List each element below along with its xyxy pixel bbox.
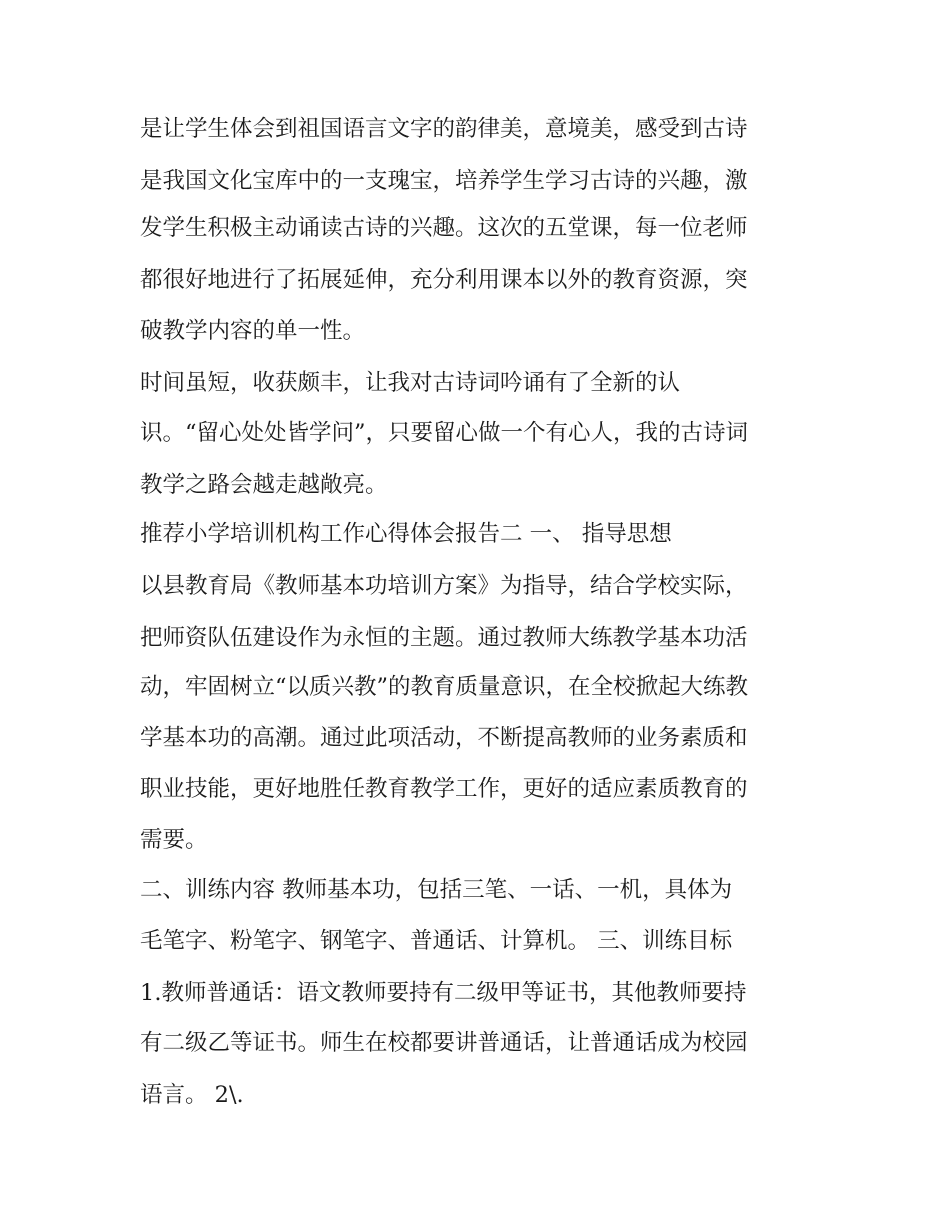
text-line: 破教学内容的单一性。 [140, 318, 366, 344]
text-line: 时间虽短，收获颇丰，让我对古诗词吟诵有了全新的认 [140, 370, 681, 396]
text-line: 发学生积极主动诵读古诗的兴趣。这次的五堂课，每一位老师 [140, 215, 748, 241]
text-line: 学基本功的高潮。通过此项活动，不断提高教师的业务素质和 [140, 725, 748, 751]
text-line: 二、训练内容 教师基本功，包括三笔、一话、一机，具体为 [140, 877, 733, 903]
text-line: 有二级乙等证书。师生在校都要讲普通话，让普通话成为校园 [140, 1030, 748, 1056]
text-line: 教学之路会越走越敞亮。 [140, 472, 388, 498]
text-line: 动，牢固树立“以质兴教”的教育质量意识，在全校掀起大练教 [140, 674, 749, 700]
text-line: 推荐小学培训机构工作心得体会报告二 一、 指导思想 [140, 521, 672, 547]
text-line: 都很好地进行了拓展延伸，充分利用课本以外的教育资源，突 [140, 267, 748, 293]
text-line: 毛笔字、粉笔字、钢笔字、普通话、计算机。 三、训练目标 [140, 928, 733, 954]
text-line: 职业技能，更好地胜任教育教学工作，更好的适应素质教育的 [140, 776, 748, 802]
text-line: 识。“留心处处皆学问”，只要留心做一个有心人，我的古诗词 [140, 420, 749, 446]
text-line: 需要。 [140, 827, 208, 853]
text-line: 是让学生体会到祖国语言文字的韵律美，意境美，感受到古诗 [140, 116, 748, 142]
text-line: 是我国文化宝库中的一支瑰宝，培养学生学习古诗的兴趣，激 [140, 168, 748, 194]
text-line: 把师资队伍建设作为永恒的主题。通过教师大练教学基本功活 [140, 625, 748, 651]
text-line: 1.教师普通话：语文教师要持有二级甲等证书，其他教师要持 [140, 980, 747, 1006]
text-line: 语言。 2\. [140, 1082, 244, 1108]
text-line: 以县教育局《教师基本功培训方案》为指导，结合学校实际， [140, 573, 748, 599]
